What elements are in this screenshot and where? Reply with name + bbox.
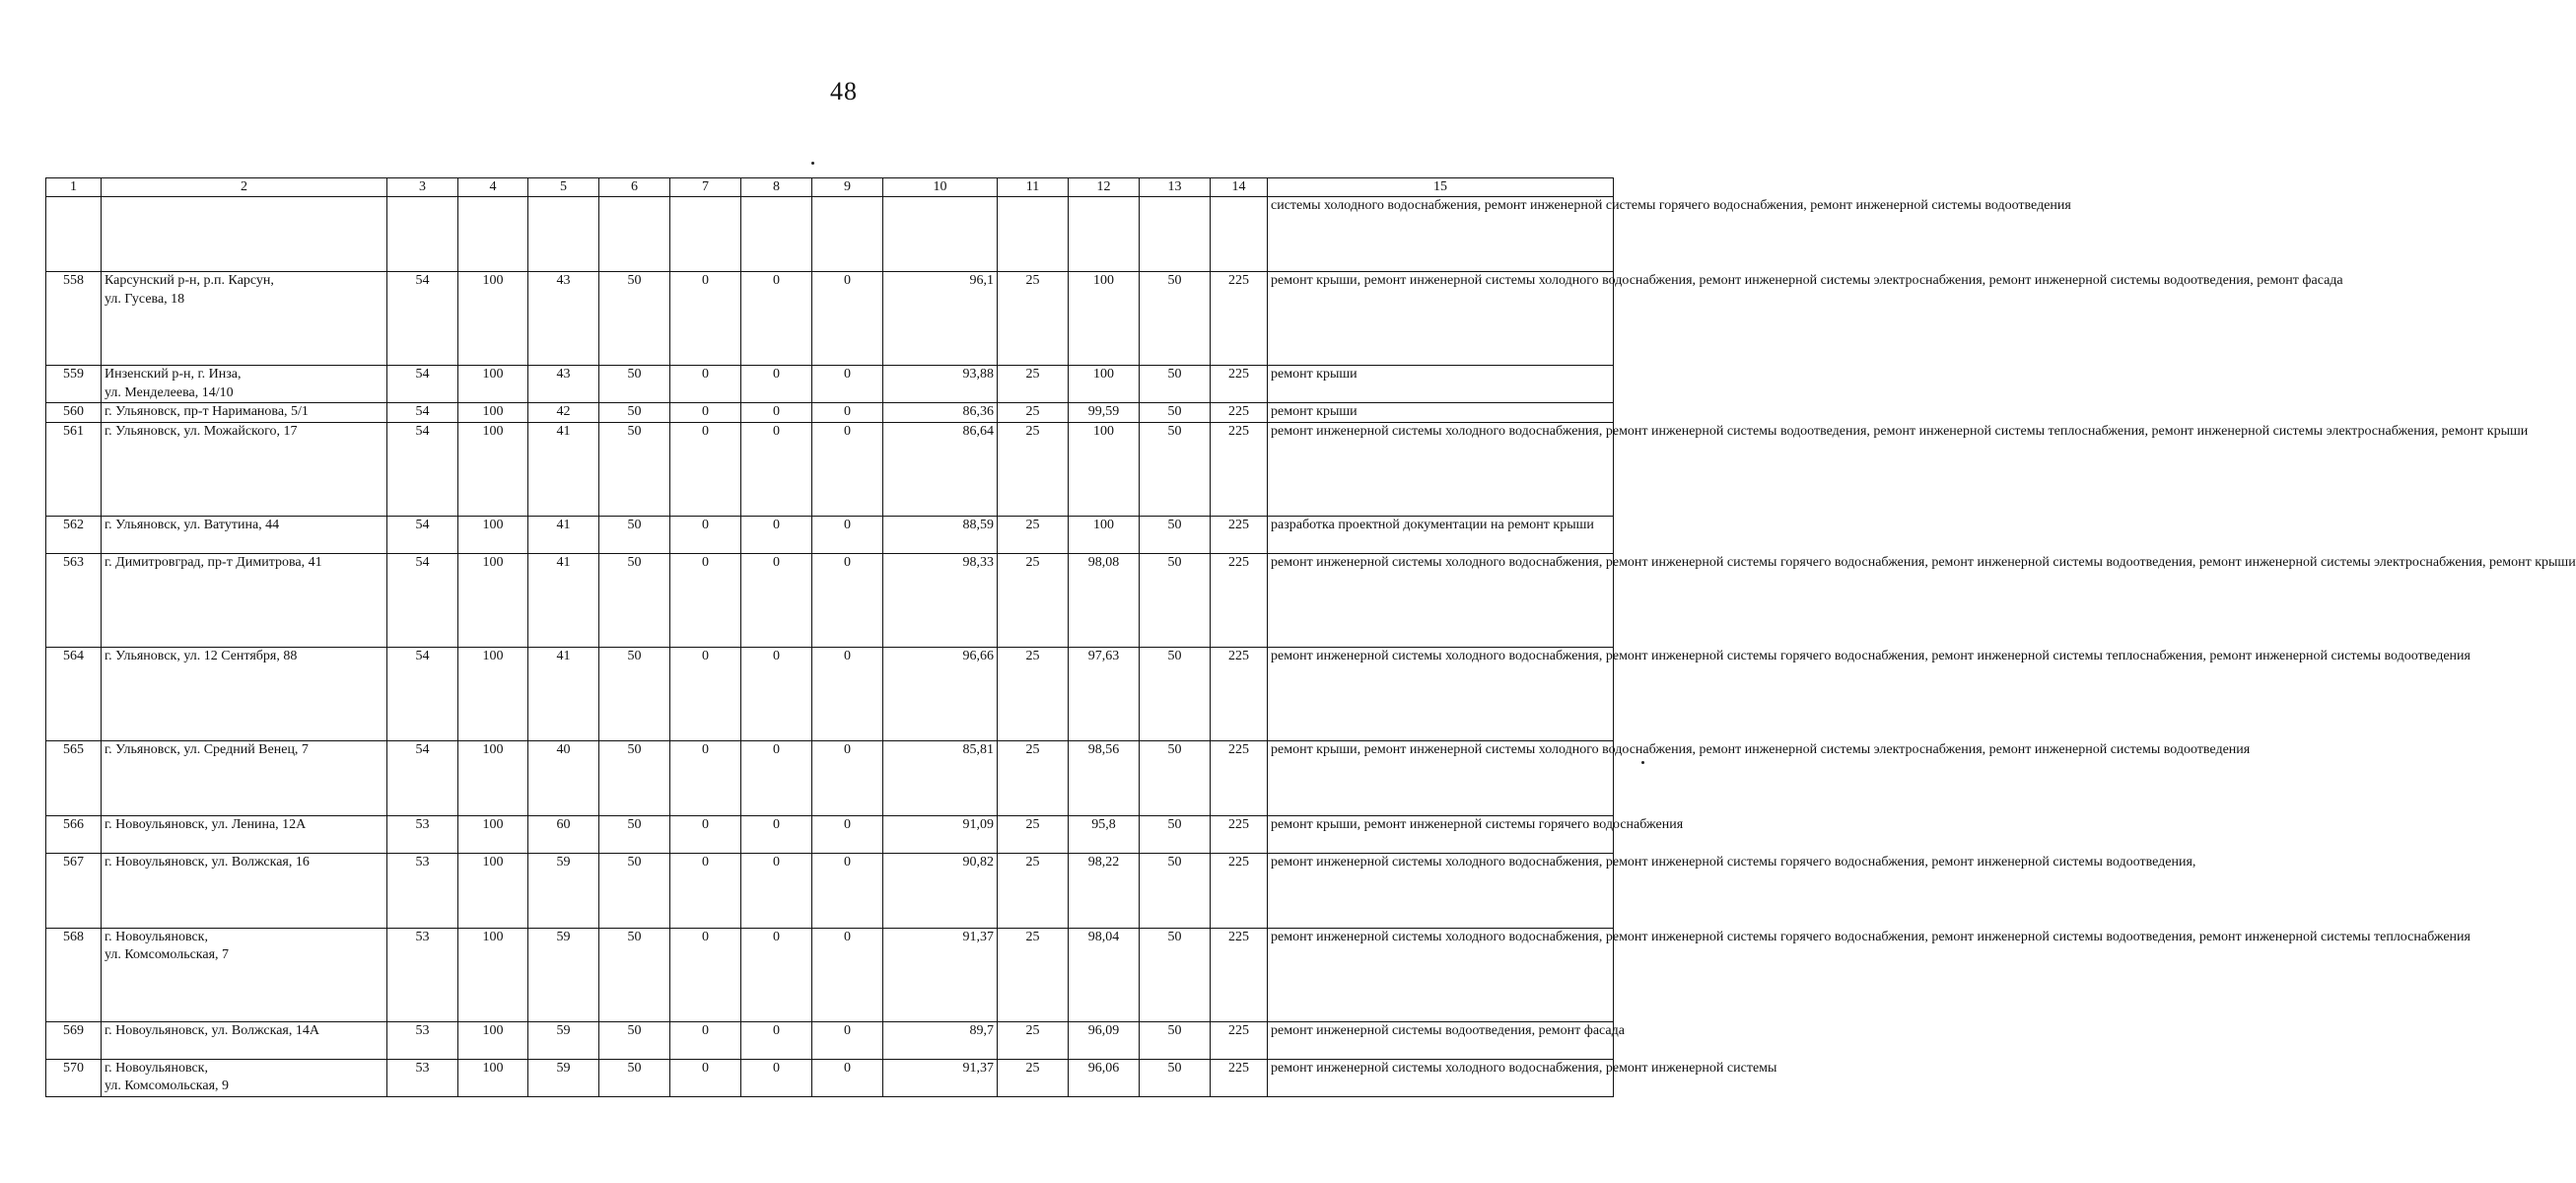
value-cell-8: 0	[741, 928, 812, 1021]
column-number: 14	[1211, 178, 1268, 197]
value-cell-6: 50	[599, 516, 670, 553]
value-cell-9: 0	[812, 815, 883, 853]
page-number: 48	[830, 77, 858, 105]
row-number: 561	[46, 422, 102, 516]
scan-speck	[1641, 761, 1644, 764]
value-cell-10: 85,81	[883, 740, 998, 815]
value-cell-10: 86,36	[883, 403, 998, 423]
value-cell-14: 225	[1211, 516, 1268, 553]
value-cell-5: 41	[528, 553, 599, 647]
value-cell-7: 0	[670, 853, 741, 928]
value-cell-7: 0	[670, 516, 741, 553]
address-cell	[102, 366, 387, 403]
row-number: 559	[46, 366, 102, 403]
value-cell-6: 50	[599, 815, 670, 853]
value-cell-4: 100	[458, 403, 528, 423]
column-number: 9	[812, 178, 883, 197]
value-cell-5: 41	[528, 422, 599, 516]
value-cell-12: 96,06	[1069, 1059, 1140, 1096]
desc-line: горячего водоснабжения	[1538, 816, 1684, 832]
value-cell-14: 225	[1211, 366, 1268, 403]
value-cell-8: 0	[741, 422, 812, 516]
address-cell	[102, 647, 387, 740]
value-cell-9: 0	[812, 647, 883, 740]
value-cell-11: 25	[998, 403, 1069, 423]
value-cell-3: 53	[387, 1021, 458, 1059]
value-cell-6: 50	[599, 422, 670, 516]
value-cell-7: 0	[670, 272, 741, 366]
desc-line: горячего водоснабжения, ремонт инженерной	[1779, 929, 2050, 944]
value-cell-12: 97,63	[1069, 647, 1140, 740]
value-cell-11: 25	[998, 272, 1069, 366]
value-cell-7: 0	[670, 647, 741, 740]
desc-line: ремонт инженерной системы холодного	[1271, 929, 1505, 944]
value-cell-14: 225	[1211, 1059, 1268, 1096]
value-cell-3: 53	[387, 1059, 458, 1096]
desc-line: инженерной системы электроснабжения,	[1744, 273, 1986, 288]
value-cell-9: 0	[812, 366, 883, 403]
value-cell-12: 100	[1069, 272, 1140, 366]
work-description	[1268, 553, 2576, 647]
column-number: 11	[998, 178, 1069, 197]
row-number: 566	[46, 815, 102, 853]
value-cell-14: 225	[1211, 815, 1268, 853]
desc-line: ремонт инженерной системы водоотведения	[1988, 741, 2251, 757]
work-description	[1268, 740, 2251, 815]
value-cell-13: 50	[1140, 1021, 1211, 1059]
desc-line: системы теплоснабжения	[2320, 929, 2471, 944]
work-description	[1268, 928, 2471, 1021]
value-cell-8: 0	[741, 647, 812, 740]
value-cell-8: 0	[741, 553, 812, 647]
work-description	[1268, 853, 2196, 928]
value-cell-13: 50	[1140, 516, 1211, 553]
value-cell-13: 50	[1140, 553, 1211, 647]
table-row	[46, 422, 1614, 516]
row-number: 560	[46, 403, 102, 423]
value-cell-8: 0	[741, 366, 812, 403]
value-cell-12: 99,59	[1069, 403, 1140, 423]
address-cell	[102, 928, 387, 1021]
address-cell	[102, 815, 387, 853]
value-cell-10: 91,37	[883, 928, 998, 1021]
value-cell-14: 225	[1211, 272, 1268, 366]
value-cell-11: 25	[998, 815, 1069, 853]
value-cell-3: 54	[387, 366, 458, 403]
value-cell-4: 100	[458, 1021, 528, 1059]
address-line: г. Новоульяновск, ул. Ленина, 12А	[104, 816, 307, 832]
value-cell-9: 0	[812, 272, 883, 366]
value-cell-8: 0	[741, 740, 812, 815]
value-cell-12: 100	[1069, 516, 1140, 553]
table-row	[46, 272, 1614, 366]
table-row	[46, 740, 1614, 815]
desc-line: ремонт крыши	[1271, 404, 1358, 419]
value-cell-4: 100	[458, 1059, 528, 1096]
value-cell-8: 0	[741, 815, 812, 853]
desc-line: системы водоотведения, ремонт инженерной	[2053, 554, 2318, 570]
column-number: 13	[1140, 178, 1211, 197]
address-line: г. Ульяновск, ул. Можайского, 17	[104, 423, 298, 439]
value-cell-10: 96,66	[883, 647, 998, 740]
desc-line: водоснабжения, ремонт инженерной системы	[1508, 929, 1777, 944]
value-cell-12: 100	[1069, 422, 1140, 516]
address-line: ул. Комсомольская, 9	[104, 1079, 230, 1093]
value-cell-7: 0	[670, 740, 741, 815]
value-cell-6: 50	[599, 1021, 670, 1059]
value-cell-10: 90,82	[883, 853, 998, 928]
address-line: ул. Гусева, 18	[104, 291, 185, 307]
work-description	[1268, 422, 2529, 516]
value-cell-3: 54	[387, 422, 458, 516]
value-cell-3: 53	[387, 853, 458, 928]
value-cell-6: 50	[599, 553, 670, 647]
row-number: 570	[46, 1059, 102, 1096]
work-description	[1268, 403, 1614, 423]
row-number: 565	[46, 740, 102, 815]
value-cell-11: 25	[998, 1059, 1069, 1096]
desc-line: водоотведения	[1984, 198, 2071, 213]
value-cell-3: 53	[387, 928, 458, 1021]
work-description	[1268, 197, 2071, 272]
address-line: г. Ульяновск, ул. Средний Венец, 7	[104, 741, 309, 757]
address-line: г. Ульяновск, ул. Ватутина, 44	[104, 517, 280, 532]
work-description	[1268, 366, 1614, 403]
address-line: Карсунский р-н, р.п. Карсун,	[104, 273, 274, 288]
continuation-row	[46, 197, 1614, 272]
address-line: г. Новоульяновск, ул. Волжская, 16	[104, 854, 310, 870]
row-number: 564	[46, 647, 102, 740]
value-cell-10: 91,09	[883, 815, 998, 853]
table-row	[46, 647, 1614, 740]
value-cell-11: 25	[998, 647, 1069, 740]
value-cell-6: 50	[599, 647, 670, 740]
address-cell	[102, 1021, 387, 1059]
address-cell	[102, 403, 387, 423]
value-cell-13: 50	[1140, 928, 1211, 1021]
value-cell-6: 50	[599, 1059, 670, 1096]
desc-line: ремонт инженерной системы водоотведения,	[1988, 273, 2254, 288]
column-number: 3	[387, 178, 458, 197]
value-cell-9: 0	[812, 422, 883, 516]
desc-line: горячего водоснабжения, ремонт инженерной	[1779, 648, 2050, 663]
address-cell	[102, 272, 387, 366]
column-number: 4	[458, 178, 528, 197]
row-number: 563	[46, 553, 102, 647]
value-cell-9: 0	[812, 928, 883, 1021]
value-cell-11: 25	[998, 928, 1069, 1021]
value-cell-7: 0	[670, 1021, 741, 1059]
value-cell-4: 100	[458, 422, 528, 516]
value-cell-4: 100	[458, 740, 528, 815]
value-cell-7: 0	[670, 403, 741, 423]
value-cell-6: 50	[599, 366, 670, 403]
desc-line: разработка проектной документации на	[1271, 517, 1504, 532]
desc-line: ремонт крыши	[1271, 367, 1358, 382]
value-cell-4: 100	[458, 647, 528, 740]
desc-line: системы водоотведения,	[2053, 854, 2196, 870]
value-cell-14: 225	[1211, 740, 1268, 815]
value-cell-11: 25	[998, 853, 1069, 928]
value-cell-13: 50	[1140, 403, 1211, 423]
value-cell-10: 91,37	[883, 1059, 998, 1096]
column-number: 6	[599, 178, 670, 197]
value-cell-14: 225	[1211, 1021, 1268, 1059]
value-cell-4: 100	[458, 928, 528, 1021]
value-cell-6: 50	[599, 853, 670, 928]
column-number: 2	[102, 178, 387, 197]
value-cell-5: 43	[528, 272, 599, 366]
value-cell-7: 0	[670, 553, 741, 647]
work-description	[1268, 516, 1614, 553]
column-number: 15	[1268, 178, 1614, 197]
desc-line: системы теплоснабжения, ремонт	[2053, 648, 2253, 663]
value-cell-4: 100	[458, 366, 528, 403]
value-cell-9: 0	[812, 403, 883, 423]
work-description	[1268, 647, 2471, 740]
desc-line: инженерной системы горячего	[1529, 198, 1710, 213]
value-cell-3: 53	[387, 815, 458, 853]
table-row	[46, 1059, 1614, 1096]
value-cell-9: 0	[812, 1059, 883, 1096]
value-cell-9: 0	[812, 853, 883, 928]
desc-line: ремонт крыши, ремонт инженерной системы	[1271, 816, 1536, 832]
address-line: г. Новоульяновск, ул. Волжская, 14А	[104, 1022, 319, 1038]
address-line: Инзенский р-н, г. Инза,	[104, 367, 242, 382]
value-cell-13: 50	[1140, 422, 1211, 516]
value-cell-5: 41	[528, 516, 599, 553]
value-cell-10: 96,1	[883, 272, 998, 366]
value-cell-7: 0	[670, 928, 741, 1021]
desc-line: водоотведения, ремонт инженерной системы	[1779, 423, 2046, 439]
value-cell-12: 100	[1069, 366, 1140, 403]
value-cell-13: 50	[1140, 1059, 1211, 1096]
desc-line: ремонт крыши, ремонт инженерной системы	[1271, 741, 1536, 757]
value-cell-10: 98,33	[883, 553, 998, 647]
table-row	[46, 366, 1614, 403]
value-cell-3: 54	[387, 403, 458, 423]
value-cell-13: 50	[1140, 740, 1211, 815]
value-cell-14: 225	[1211, 553, 1268, 647]
value-cell-11: 25	[998, 553, 1069, 647]
value-cell-10: 89,7	[883, 1021, 998, 1059]
value-cell-5: 40	[528, 740, 599, 815]
value-cell-14: 225	[1211, 403, 1268, 423]
desc-line: ремонт крыши	[1507, 517, 1594, 532]
column-number: 10	[883, 178, 998, 197]
value-cell-4: 100	[458, 815, 528, 853]
value-cell-6: 50	[599, 272, 670, 366]
value-cell-5: 42	[528, 403, 599, 423]
value-cell-11: 25	[998, 516, 1069, 553]
address-line: г. Ульяновск, пр-т Нариманова, 5/1	[104, 404, 309, 419]
address-cell	[102, 853, 387, 928]
row-number: 569	[46, 1021, 102, 1059]
value-cell-13: 50	[1140, 647, 1211, 740]
value-cell-13: 50	[1140, 272, 1211, 366]
column-number-row	[46, 178, 1614, 197]
value-cell-6: 50	[599, 928, 670, 1021]
value-cell-12: 96,09	[1069, 1021, 1140, 1059]
table-row	[46, 553, 1614, 647]
value-cell-14: 225	[1211, 647, 1268, 740]
value-cell-12: 98,56	[1069, 740, 1140, 815]
value-cell-12: 98,08	[1069, 553, 1140, 647]
desc-line: водоснабжения, ремонт инженерной системы	[1508, 1060, 1777, 1076]
desc-line: ремонт инженерной системы холодного	[1271, 1060, 1505, 1076]
column-number: 12	[1069, 178, 1140, 197]
value-cell-10: 86,64	[883, 422, 998, 516]
column-number: 5	[528, 178, 599, 197]
address-line: г. Новоульяновск,	[104, 1060, 208, 1076]
desc-line: инженерной системы электроснабжения,	[1744, 741, 1986, 757]
address-line: г. Ульяновск, ул. 12 Сентября, 88	[104, 648, 298, 663]
scan-speck	[811, 162, 814, 165]
value-cell-14: 225	[1211, 422, 1268, 516]
value-cell-5: 59	[528, 853, 599, 928]
value-cell-3: 54	[387, 740, 458, 815]
value-cell-5: 60	[528, 815, 599, 853]
value-cell-7: 0	[670, 366, 741, 403]
value-cell-9: 0	[812, 740, 883, 815]
address-cell	[102, 422, 387, 516]
value-cell-7: 0	[670, 815, 741, 853]
address-line: ул. Комсомольская, 7	[104, 947, 230, 962]
desc-line: холодного водоснабжения, ремонт	[1538, 273, 1742, 288]
desc-line: системы холодного водоснабжения, ремонт	[1271, 198, 1527, 213]
value-cell-11: 25	[998, 1021, 1069, 1059]
desc-line: ремонт фасада	[1538, 1022, 1625, 1038]
value-cell-5: 59	[528, 1059, 599, 1096]
value-cell-3: 54	[387, 272, 458, 366]
value-cell-8: 0	[741, 1059, 812, 1096]
table-row	[46, 403, 1614, 423]
desc-line: ремонт инженерной системы холодного	[1271, 854, 1505, 870]
value-cell-8: 0	[741, 272, 812, 366]
desc-line: инженерной системы водоотведения	[2255, 648, 2471, 663]
desc-line: ремонт инженерной системы холодного	[1271, 423, 1505, 439]
value-cell-8: 0	[741, 516, 812, 553]
value-cell-11: 25	[998, 366, 1069, 403]
address-line: г. Димитровград, пр-т Димитрова, 41	[104, 554, 322, 570]
work-description	[1268, 272, 2343, 366]
column-number: 8	[741, 178, 812, 197]
work-description	[1268, 815, 1684, 853]
value-cell-7: 0	[670, 1059, 741, 1096]
value-cell-9: 0	[812, 1021, 883, 1059]
value-cell-14: 225	[1211, 928, 1268, 1021]
desc-line: водоснабжения, ремонт инженерной системы	[1712, 198, 1982, 213]
row-number: 567	[46, 853, 102, 928]
value-cell-6: 50	[599, 403, 670, 423]
desc-line: теплоснабжения, ремонт инженерной	[2048, 423, 2270, 439]
address-line: ул. Менделеева, 14/10	[104, 384, 234, 400]
value-cell-4: 100	[458, 853, 528, 928]
value-cell-3: 54	[387, 647, 458, 740]
desc-line: ремонт фасада	[2257, 273, 2343, 288]
address-cell	[102, 1059, 387, 1096]
value-cell-10: 93,88	[883, 366, 998, 403]
desc-line: горячего водоснабжения, ремонт инженерной	[1779, 854, 2050, 870]
row-number: 562	[46, 516, 102, 553]
value-cell-9: 0	[812, 553, 883, 647]
value-cell-4: 100	[458, 272, 528, 366]
value-cell-8: 0	[741, 853, 812, 928]
desc-line: ремонт крыши, ремонт инженерной системы	[1271, 273, 1536, 288]
desc-line: холодного водоснабжения, ремонт	[1538, 741, 1742, 757]
value-cell-11: 25	[998, 740, 1069, 815]
desc-line: водоснабжения, ремонт инженерной системы	[1508, 423, 1777, 439]
desc-line: водоснабжения, ремонт инженерной системы	[1508, 648, 1777, 663]
value-cell-3: 54	[387, 516, 458, 553]
value-cell-4: 100	[458, 553, 528, 647]
value-cell-10: 88,59	[883, 516, 998, 553]
value-cell-14: 225	[1211, 853, 1268, 928]
desc-line: системы электроснабжения, ремонт крыши	[2320, 554, 2576, 570]
row-number: 568	[46, 928, 102, 1021]
work-description	[1268, 1021, 1625, 1059]
value-cell-5: 59	[528, 1021, 599, 1059]
row-number: 558	[46, 272, 102, 366]
value-cell-4: 100	[458, 516, 528, 553]
value-cell-5: 59	[528, 928, 599, 1021]
desc-line: ремонт инженерной системы водоотведения,	[1271, 1022, 1536, 1038]
value-cell-5: 41	[528, 647, 599, 740]
value-cell-3: 54	[387, 553, 458, 647]
desc-line: ремонт инженерной системы холодного	[1271, 648, 1505, 663]
address-cell	[102, 516, 387, 553]
value-cell-12: 98,04	[1069, 928, 1140, 1021]
address-cell	[102, 740, 387, 815]
value-cell-7: 0	[670, 422, 741, 516]
desc-line: ремонт инженерной системы холодного	[1271, 554, 1505, 570]
address-cell	[102, 553, 387, 647]
value-cell-6: 50	[599, 740, 670, 815]
value-cell-12: 98,22	[1069, 853, 1140, 928]
value-cell-9: 0	[812, 516, 883, 553]
value-cell-13: 50	[1140, 853, 1211, 928]
desc-line: горячего водоснабжения, ремонт инженерной	[1779, 554, 2050, 570]
desc-line: системы электроснабжения, ремонт крыши	[2272, 423, 2529, 439]
repair-schedule-table	[45, 177, 2576, 1097]
address-line: г. Новоульяновск,	[104, 929, 208, 944]
table-row	[46, 853, 1614, 928]
value-cell-8: 0	[741, 1021, 812, 1059]
value-cell-12: 95,8	[1069, 815, 1140, 853]
value-cell-13: 50	[1140, 366, 1211, 403]
value-cell-8: 0	[741, 403, 812, 423]
table-row	[46, 815, 1614, 853]
work-description	[1268, 1059, 1777, 1096]
table-row	[46, 1021, 1614, 1059]
desc-line: водоснабжения, ремонт инженерной системы	[1508, 854, 1777, 870]
value-cell-13: 50	[1140, 815, 1211, 853]
value-cell-11: 25	[998, 422, 1069, 516]
table-row	[46, 516, 1614, 553]
column-number: 1	[46, 178, 102, 197]
column-number: 7	[670, 178, 741, 197]
desc-line: системы водоотведения, ремонт инженерной	[2053, 929, 2318, 944]
desc-line: водоснабжения, ремонт инженерной системы	[1508, 554, 1777, 570]
table-row	[46, 928, 1614, 1021]
value-cell-5: 43	[528, 366, 599, 403]
